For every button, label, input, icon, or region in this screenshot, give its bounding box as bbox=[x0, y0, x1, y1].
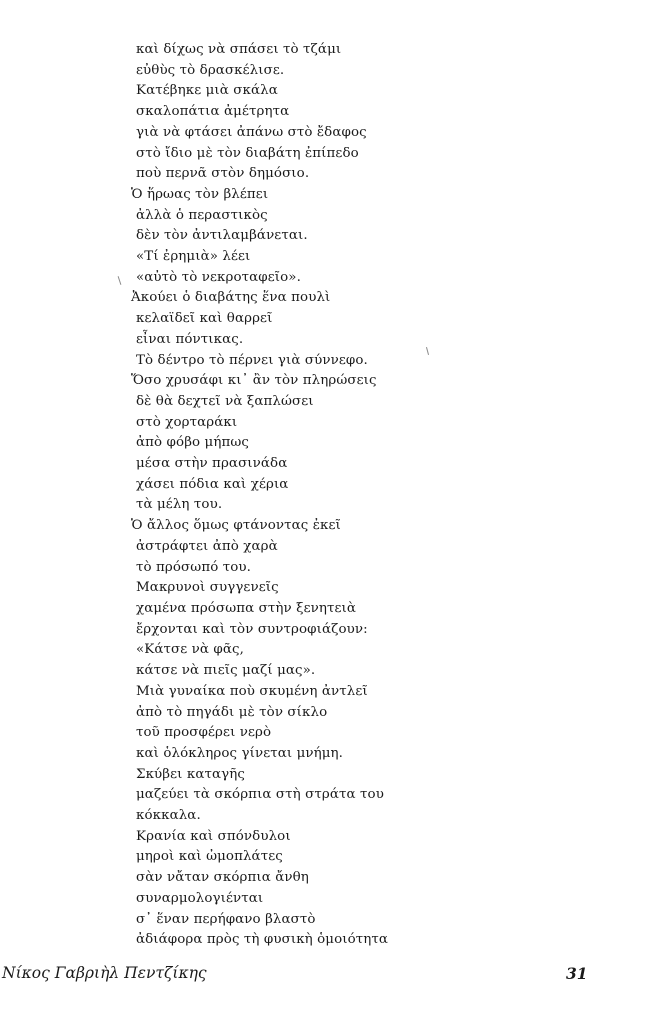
poem-line: ἀλλὰ ὁ περαστικὸς bbox=[136, 207, 268, 223]
poem-line: τὰ μέλη του. bbox=[136, 497, 223, 513]
poem-line: «Τί ἐρημιὰ» λέει bbox=[136, 249, 251, 265]
poem-line: τοῦ προσφέρει νερὸ bbox=[136, 725, 272, 741]
poem-line: εἶναι πόντικας. bbox=[136, 331, 244, 347]
poem-line: μέσα στὴν πρασινάδα bbox=[136, 456, 288, 472]
poem-line: Τὸ δέντρο τὸ πέρνει γιὰ σύννεφο. bbox=[136, 352, 368, 368]
poem-line: συναρμολογιένται bbox=[136, 890, 264, 906]
poem-line: Ὁ ἥρωας τὸν βλέπει bbox=[131, 186, 269, 202]
poem-line: κελαϊδεῖ καὶ θαρρεῖ bbox=[136, 311, 273, 327]
page-number: 31 bbox=[566, 964, 588, 983]
poem-line: σκαλοπάτια ἀμέτρητα bbox=[136, 104, 290, 120]
poem-line: Ὁ ἄλλος ὅμως φτάνοντας ἐκεῖ bbox=[131, 518, 341, 534]
poem-line: ἀστράφτει ἀπὸ χαρὰ bbox=[136, 538, 278, 554]
poem-line: γιὰ νὰ φτάσει ἀπάνω στὸ ἔδαφος bbox=[136, 124, 367, 140]
poem-line: στὸ ἴδιο μὲ τὸν διαβάτη ἐπίπεδο bbox=[136, 145, 359, 161]
poem-line: «αὐτὸ τὸ νεκροταφεῖο». bbox=[136, 269, 301, 285]
poem-line: ἀπὸ τὸ πηγάδι μὲ τὸν σίκλο bbox=[136, 704, 328, 720]
poem-line: «Κάτσε νὰ φᾶς, bbox=[136, 642, 244, 658]
poem-line: ἔρχονται καὶ τὸν συντροφιάζουν: bbox=[136, 621, 368, 637]
poem-line: μηροὶ καὶ ὠμοπλάτες bbox=[136, 849, 283, 865]
poem-line: κόκκαλα. bbox=[136, 808, 201, 824]
poem-line: Μακρυνοὶ συγγενεῖς bbox=[136, 580, 279, 596]
poem-line: καὶ δίχως νὰ σπάσει τὸ τζάμι bbox=[136, 42, 342, 57]
poem-line: Ἀκούει ὁ διαβάτης ἕνα πουλὶ bbox=[131, 290, 331, 306]
poem-line: Ὅσο χρυσάφι κι᾿ ἂν τὸν πληρώσεις bbox=[131, 373, 377, 389]
poem-line: σὰν νἄταν σκόρπια ἄνθη bbox=[136, 870, 309, 886]
poem-line: ἀπὸ φόβο μήπως bbox=[136, 435, 250, 451]
poem-line: Κρανία καὶ σπόνδυλοι bbox=[136, 828, 291, 844]
poem-line: δὲ θὰ δεχτεῖ νὰ ξαπλώσει bbox=[136, 393, 314, 409]
poem-line: Σκύβει καταγῆς bbox=[136, 766, 245, 782]
poem-line: εὐθὺς τὸ δρασκέλισε. bbox=[136, 62, 285, 78]
poem-line: τὸ πρόσωπό του. bbox=[136, 559, 252, 575]
poem-text bbox=[131, 40, 436, 951]
poem-line: χαμένα πρόσωπα στὴν ξενητειὰ bbox=[136, 600, 357, 616]
poem-line: χάσει πόδια καὶ χέρια bbox=[136, 476, 289, 492]
poem-line: δὲν τὸν ἀντιλαμβάνεται. bbox=[136, 228, 308, 244]
poem-line: Μιὰ γυναίκα ποὺ σκυμένη ἀντλεῖ bbox=[136, 683, 368, 699]
poem-line: Κατέβηκε μιὰ σκάλα bbox=[136, 83, 278, 99]
poem-line: μαζεύει τὰ σκόρπια στὴ στράτα του bbox=[136, 787, 384, 803]
poem-line: σ᾿ ἕναν περήφανο βλαστὸ bbox=[136, 911, 316, 927]
poem-line: ποὺ περνᾶ στὸν δημόσιο. bbox=[136, 166, 310, 182]
author-name: Νίκος Γαβριὴλ Πεντζίκης bbox=[2, 964, 207, 982]
poem-line: στὸ χορταράκι bbox=[136, 414, 238, 430]
page-footer bbox=[0, 964, 600, 992]
poem-line: καὶ ὁλόκληρος γίνεται μνήμη. bbox=[136, 745, 344, 761]
poem-line: ἀδιάφορα πρὸς τὴ φυσικὴ ὁμοιότητα bbox=[136, 932, 389, 948]
poem-line: κάτσε νὰ πιεῖς μαζί μας». bbox=[136, 663, 316, 679]
margin-pencil-mark bbox=[118, 276, 122, 285]
